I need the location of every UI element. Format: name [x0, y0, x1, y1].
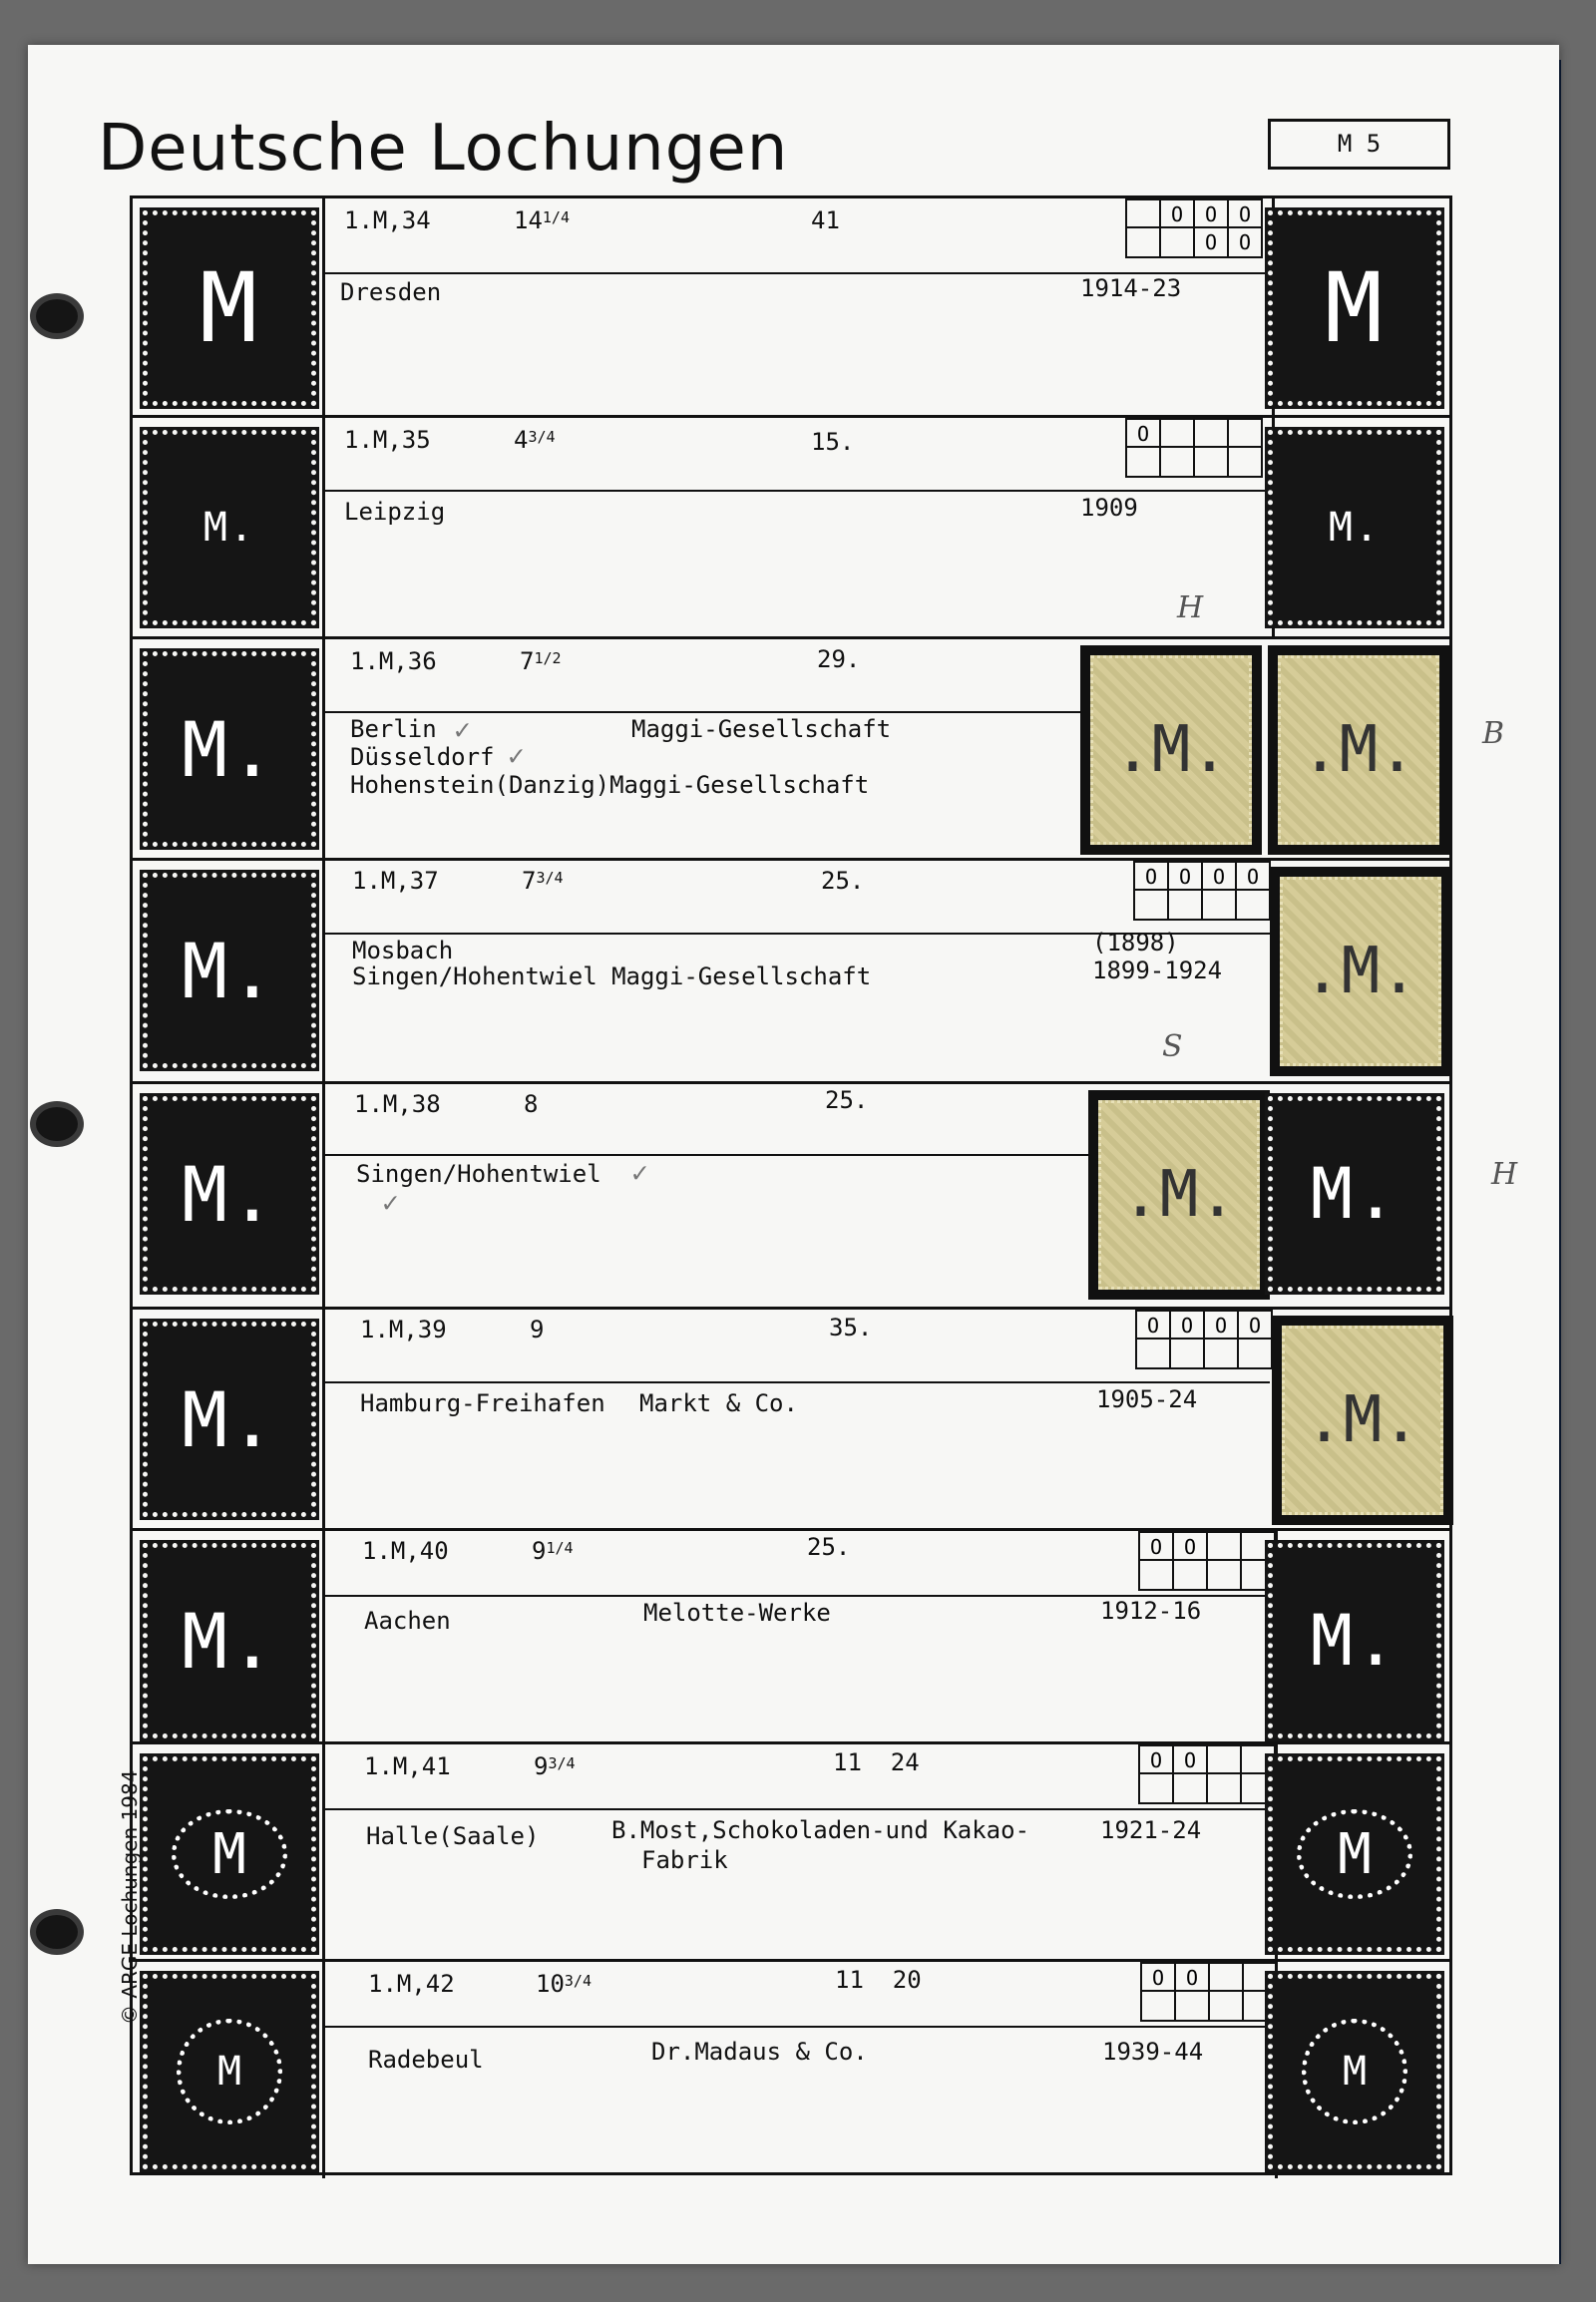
variant-box-grid: O O — [1138, 1744, 1276, 1804]
perfin-stamp-image: M. — [1268, 1543, 1441, 1738]
hole-count: 41 — [811, 206, 840, 234]
perfin-stamp-image: M — [1268, 1974, 1441, 2169]
row-divider — [322, 490, 1272, 492]
place-name: Berlin — [350, 715, 437, 743]
copyright-note: © ARGE Lochungen 1984 — [118, 1769, 142, 2025]
row-divider — [322, 1381, 1270, 1383]
row-divider — [322, 2026, 1275, 2028]
place-name: Halle(Saale) — [366, 1822, 540, 1850]
place-name: Leipzig — [344, 498, 446, 526]
handwritten-note: S — [1162, 1029, 1183, 1064]
perfin-stamp-image: M — [143, 210, 316, 406]
page-title: Deutsche Lochungen — [98, 112, 789, 186]
hole-count: 35. — [829, 1314, 873, 1342]
catalog-code: 1.M,38 — [354, 1090, 441, 1118]
handwritten-note: B — [1482, 716, 1505, 751]
catalog-code: 1.M,36 — [350, 647, 437, 675]
stamp-photo: .M. — [1268, 645, 1449, 855]
catalog-row — [133, 1084, 1449, 1310]
column-divider — [322, 1962, 325, 2178]
perforation-gauge: 8 — [524, 1090, 539, 1118]
hole-count: 25. — [821, 867, 865, 895]
checkmark-icon: ✓ — [631, 1156, 648, 1189]
variant-box-grid: O O — [1140, 1962, 1278, 2022]
catalog-row — [133, 198, 1449, 418]
variant-box-grid: O O — [1138, 1531, 1276, 1591]
usage-years: 1921-24 — [1100, 1816, 1202, 1844]
perfin-stamp-image: M. — [143, 1322, 316, 1517]
catalog-code: 1.M,39 — [360, 1316, 447, 1343]
variant-box-grid: O O O O — [1135, 1310, 1273, 1369]
hole-count: 25. — [807, 1533, 851, 1561]
firm-name: Markt & Co. — [639, 1389, 798, 1417]
perforation-gauge: $9^{3/4}$ — [534, 1752, 576, 1780]
perforation-gauge: $9^{1/4}$ — [532, 1537, 574, 1565]
catalog-code: 1.M,34 — [344, 206, 431, 234]
usage-years: 1905-24 — [1096, 1385, 1198, 1413]
column-divider — [322, 1310, 325, 1528]
perforation-gauge: $4^{3/4}$ — [514, 426, 556, 454]
catalog-code: 1.M,35 — [344, 426, 431, 454]
perfin-stamp-image: M. — [1268, 1096, 1441, 1292]
usage-years: 1912-16 — [1100, 1597, 1202, 1625]
firm-name: Maggi-Gesellschaft — [631, 715, 892, 743]
hole-count: 25. — [825, 1086, 869, 1114]
usage-years: 1899-1924 — [1092, 957, 1223, 984]
checkmark-icon: ✓ — [454, 713, 471, 746]
stamp-photo: .M. — [1080, 645, 1262, 855]
stamp-photo: .M. — [1272, 1316, 1453, 1525]
place-name: Singen/Hohentwiel — [356, 1160, 601, 1188]
firm-name: Fabrik — [641, 1846, 728, 1874]
perforation-gauge: $10^{3/4}$ — [536, 1970, 592, 1998]
perforation-gauge: $7^{3/4}$ — [522, 867, 564, 895]
variant-box-grid: O — [1125, 418, 1263, 478]
place-name: Radebeul — [368, 2046, 484, 2074]
catalog-code: 1.M,37 — [352, 867, 439, 895]
perfin-stamp-image: M. — [143, 1096, 316, 1292]
variant-box-grid: O O O O O — [1125, 198, 1263, 258]
place-name: Hamburg-Freihafen — [360, 1389, 605, 1417]
perfin-stamp-image: M — [1268, 210, 1441, 406]
binder-ring-hole — [36, 1107, 78, 1141]
variant-box-grid: O O O O — [1133, 861, 1271, 921]
column-divider — [322, 1744, 325, 1959]
handwritten-note: H — [1177, 590, 1204, 625]
hole-count: 11 24 — [833, 1748, 920, 1776]
hole-count: 29. — [817, 645, 861, 673]
row-divider — [322, 1808, 1275, 1810]
perforation-gauge: $7^{1/2}$ — [520, 647, 562, 675]
column-divider — [322, 861, 325, 1081]
perfin-stamp-image: M — [143, 1974, 316, 2169]
usage-years: (1898) — [1092, 929, 1179, 957]
hole-count: 11 20 — [835, 1966, 922, 1994]
catalog-row — [133, 1962, 1449, 2178]
usage-years: 1909 — [1080, 494, 1138, 522]
column-divider — [322, 198, 325, 415]
catalog-row — [133, 1744, 1449, 1962]
binder-ring-hole — [36, 299, 78, 333]
checkmark-icon: ✓ — [382, 1186, 399, 1219]
catalog-row — [133, 1531, 1449, 1744]
handwritten-note: H — [1491, 1157, 1518, 1192]
catalog-row — [133, 418, 1449, 639]
checkmark-icon: ✓ — [508, 739, 525, 772]
column-divider — [322, 1531, 325, 1741]
usage-years: 1939-44 — [1102, 2038, 1204, 2066]
catalog-row — [133, 861, 1449, 1084]
perfin-stamp-image: M — [1268, 1756, 1441, 1952]
perfin-stamp-image: M. — [143, 430, 316, 625]
firm-name: B.Most,Schokoladen-und Kakao- — [611, 1816, 1030, 1844]
catalog-code: 1.M,42 — [368, 1970, 455, 1998]
place-name: Aachen — [364, 1607, 451, 1635]
perfin-stamp-image: M. — [1268, 430, 1441, 625]
row-divider — [322, 711, 1090, 713]
firm-name: Melotte-Werke — [643, 1599, 831, 1627]
perfin-stamp-image: M. — [143, 1543, 316, 1738]
column-divider — [322, 639, 325, 858]
catalog-row — [133, 639, 1449, 861]
catalog-row — [133, 1310, 1449, 1531]
perforation-gauge: 9 — [530, 1316, 545, 1343]
place-name: Singen/Hohentwiel Maggi-Gesellschaft — [352, 962, 872, 990]
page-number-box: M 5 — [1268, 119, 1450, 170]
usage-years: 1914-23 — [1080, 274, 1182, 302]
catalog-code: 1.M,40 — [362, 1537, 449, 1565]
stamp-photo: .M. — [1088, 1090, 1270, 1300]
catalog-grid — [130, 195, 1452, 2175]
column-divider — [322, 1084, 325, 1307]
perfin-stamp-image: M. — [143, 651, 316, 847]
catalog-code: 1.M,41 — [364, 1752, 451, 1780]
perfin-stamp-image: M. — [143, 873, 316, 1068]
row-divider — [322, 1154, 1095, 1156]
place-name: Düsseldorf — [350, 743, 495, 771]
stamp-photo: .M. — [1270, 867, 1451, 1076]
binder-ring-hole — [36, 1915, 78, 1949]
place-name: Dresden — [340, 278, 442, 306]
hole-count: 15. — [811, 428, 855, 456]
column-divider — [322, 418, 325, 636]
firm-name: Dr.Madaus & Co. — [651, 2038, 868, 2066]
perforation-gauge: $14^{1/4}$ — [514, 206, 570, 234]
place-name: Mosbach — [352, 937, 454, 964]
place-name: Hohenstein(Danzig)Maggi-Gesellschaft — [350, 771, 870, 799]
perfin-stamp-image: M — [143, 1756, 316, 1952]
